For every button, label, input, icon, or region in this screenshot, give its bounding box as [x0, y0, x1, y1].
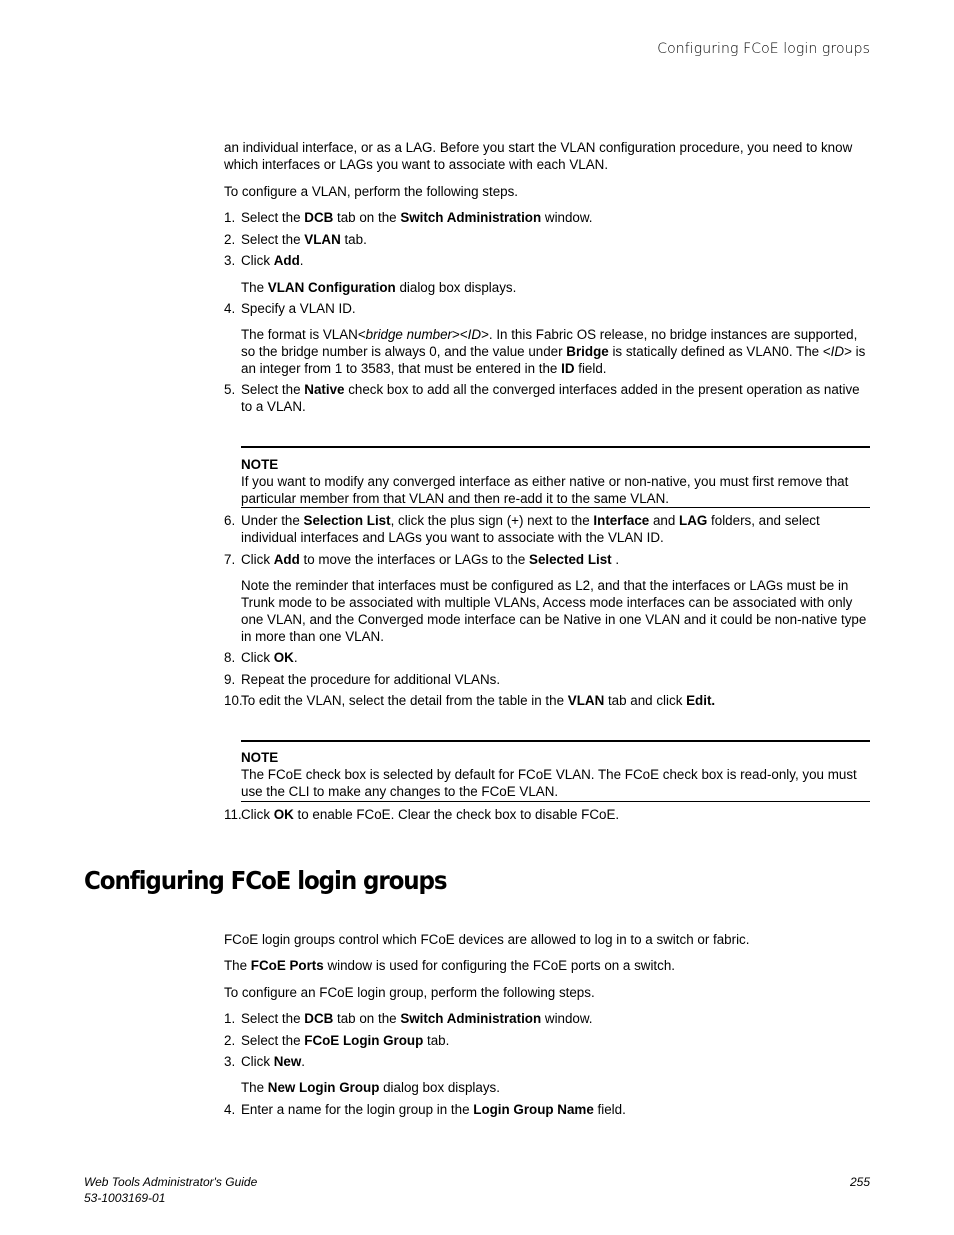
- step-number: 2.: [224, 232, 236, 247]
- step-text: Select the VLAN tab.: [241, 232, 367, 247]
- footer-guide-title: Web Tools Administrator's Guide: [84, 1175, 258, 1189]
- step-number: 9.: [224, 672, 236, 687]
- note-text: The FCoE check box is selected by default for FCoE VLAN. The FCoE check box is read-only, you must use the CLI to make any changes to the FCoE VLAN.: [241, 767, 857, 799]
- footer-page-number: 255: [849, 1175, 870, 1189]
- step-detail: Note the reminder that interfaces must be configured as L2, and that the interfaces or LAGs must be in Trunk mode to be associated with multiple VLANs, Access mode interfaces can be associated with only one VLAN, and the Converged mode interface can be Native in one VLAN and it could be non-native type in more than one VLAN.: [241, 578, 867, 644]
- step-text: Under the Selection List, click the plus sign (+) next to the Interface and LAG folders, and select individual interfaces and LAGs you want to associate with the VLAN ID.: [241, 513, 820, 545]
- step-detail: The New Login Group dialog box displays.: [241, 1080, 500, 1095]
- step-text: Select the FCoE Login Group tab.: [241, 1033, 450, 1048]
- step-number: 4.: [224, 301, 236, 316]
- note-bottom-rule: [241, 507, 870, 508]
- running-header: Configuring FCoE login groups: [657, 41, 870, 57]
- note-label: NOTE: [241, 750, 279, 765]
- step-number: 3.: [224, 253, 236, 268]
- note-bottom-rule: [241, 801, 870, 802]
- step-text: Select the Native check box to add all the converged interfaces added in the present operation as native to a VLAN.: [241, 382, 860, 414]
- step-text: Select the DCB tab on the Switch Administration window.: [241, 1011, 593, 1026]
- note-top-rule: [241, 740, 870, 742]
- section-paragraph: The FCoE Ports window is used for configuring the FCoE ports on a switch.: [224, 958, 676, 973]
- step-number: 2.: [224, 1033, 236, 1048]
- step-number: 8.: [224, 650, 236, 665]
- step-text: To edit the VLAN, select the detail from the table in the VLAN tab and click Edit.: [241, 693, 716, 708]
- step-detail: The VLAN Configuration dialog box displays.: [241, 280, 517, 295]
- footer-doc-number: 53-1003169-01: [84, 1191, 166, 1205]
- step-text: Enter a name for the login group in the Login Group Name field.: [241, 1102, 626, 1117]
- step-text: Click New.: [241, 1054, 306, 1069]
- note-top-rule: [241, 446, 870, 448]
- step-number: 3.: [224, 1054, 236, 1069]
- step-text: Specify a VLAN ID.: [241, 301, 356, 316]
- step-text: Click Add to move the interfaces or LAGs to the Selected List .: [241, 552, 620, 567]
- step-text: Select the DCB tab on the Switch Administration window.: [241, 210, 593, 225]
- step-number: 1.: [224, 1011, 236, 1026]
- section-paragraph: To configure an FCoE login group, perform the following steps.: [224, 985, 595, 1000]
- section-paragraph: FCoE login groups control which FCoE devices are allowed to log in to a switch or fabric.: [224, 932, 750, 947]
- step-number: 10.: [224, 693, 243, 708]
- section-title: Configuring FCoE login groups: [84, 866, 447, 895]
- intro-paragraph: an individual interface, or as a LAG. Before you start the VLAN configuration procedure, you need to know which interfaces or LAGs you want to associate with each VLAN.: [224, 140, 853, 172]
- step-number: 6.: [224, 513, 236, 528]
- step-number: 5.: [224, 382, 236, 397]
- intro-paragraph: To configure a VLAN, perform the following steps.: [224, 184, 518, 199]
- note-label: NOTE: [241, 457, 279, 472]
- step-text: Click OK.: [241, 650, 298, 665]
- step-detail: The format is VLAN<bridge number><ID>. In this Fabric OS release, no bridge instances are supported, so the bridge number is always 0, and the value under Bridge is statically defined as VLAN0. The <ID> is an integer from 1 to 3583, that must be entered in the ID field.: [241, 327, 866, 376]
- step-number: 11.: [224, 807, 242, 822]
- step-text: Click Add.: [241, 253, 304, 268]
- note-text: If you want to modify any converged interface as either native or non-native, you must first remove that particular member from that VLAN and then re-add it to the same VLAN.: [241, 474, 849, 506]
- step-number: 4.: [224, 1102, 236, 1117]
- step-text: Click OK to enable FCoE. Clear the check box to disable FCoE.: [241, 807, 620, 822]
- step-text: Repeat the procedure for additional VLANs.: [241, 672, 501, 687]
- step-number: 7.: [224, 552, 236, 567]
- step-number: 1.: [224, 210, 236, 225]
